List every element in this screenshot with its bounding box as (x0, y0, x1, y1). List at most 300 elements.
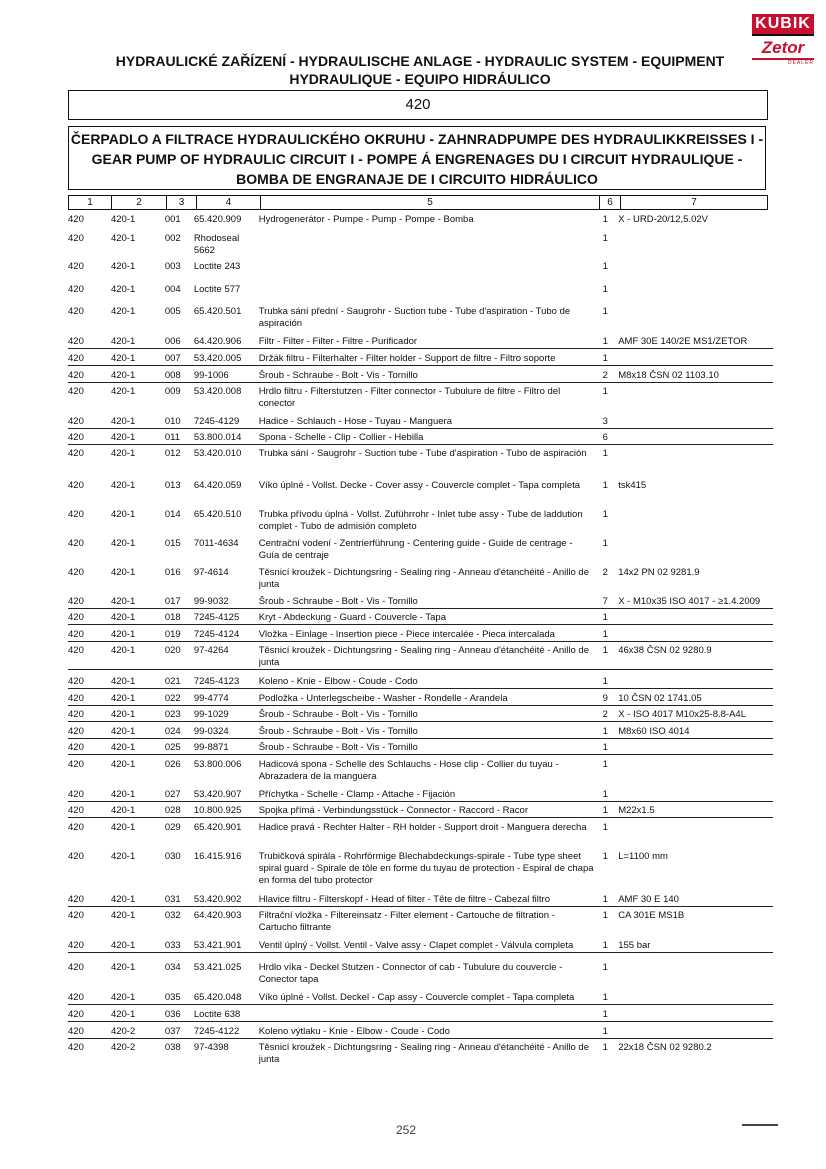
cell-c1: 420 (68, 1009, 84, 1020)
cell-c1: 420 (68, 306, 84, 317)
table-row (68, 416, 773, 429)
cell-c5: Těsnicí kroužek - Dichtungsring - Sealing ring - Anneau d'étanchéité - Anillo de junta (258, 1042, 589, 1065)
cell-c1: 420 (68, 910, 84, 921)
cell-c3: 002 (164, 233, 181, 244)
cell-c5 (259, 261, 596, 273)
cell-c5: Šroub - Schraube - Bolt - Vis - Tornillo (258, 726, 418, 737)
cell-c7 (615, 742, 773, 754)
cell-c3: 015 (164, 538, 181, 549)
cell-c7 (615, 538, 773, 562)
cell-c7: L=1100 mm (618, 851, 668, 862)
cell-c3: 001 (164, 214, 181, 225)
cell-c5: Šroub - Schraube - Bolt - Vis - Tornillo (258, 596, 418, 607)
table-row (68, 805, 773, 818)
cell-c2: 420-1 (110, 910, 136, 921)
cell-c5: Trubka přívodu úplná - Vollst. Zuführrohr - Inlet tube assy - Tube de laddution complet - Tubo de admisión completo (258, 509, 583, 532)
cell-c7 (615, 1026, 773, 1038)
cell-c1: 420 (68, 726, 84, 737)
cell-c1: 420 (68, 805, 84, 816)
cell-c3: 014 (164, 509, 181, 520)
cell-c6: 1 (602, 1042, 608, 1053)
table-row (68, 676, 773, 689)
cell-c6: 6 (602, 432, 608, 443)
cell-c1: 420 (68, 962, 84, 973)
cell-c3: 019 (164, 629, 181, 640)
cell-c2: 420-1 (110, 612, 136, 623)
cell-c1: 420 (68, 629, 84, 640)
cell-c6: 1 (602, 629, 608, 640)
cell-c4: 7245-4123 (193, 676, 240, 687)
table-row (68, 386, 773, 410)
cell-c2: 420-1 (110, 759, 136, 770)
cell-c4: 97-4398 (193, 1042, 229, 1053)
cell-c3: 033 (164, 940, 181, 951)
cell-c5: Šroub - Schraube - Bolt - Vis - Tornillo (258, 370, 418, 381)
cell-c4: 99-4774 (193, 693, 229, 704)
cell-c4: 53.420.902 (193, 894, 242, 905)
cell-c2: 420-1 (110, 851, 136, 862)
cell-c2: 420-1 (110, 538, 136, 549)
cell-c1: 420 (68, 851, 84, 862)
cell-c7: M8x60 ISO 4014 (618, 726, 690, 737)
cell-c6: 1 (602, 1026, 608, 1037)
cell-c5: Hydrogenerátor - Pumpe - Pump - Pompe - Bomba (258, 214, 474, 225)
cell-c2: 420-1 (110, 233, 136, 244)
cell-c7 (615, 676, 773, 688)
cell-c6: 1 (602, 214, 608, 225)
col-header-1: 1 (69, 196, 112, 209)
cell-c5: Vložka - Einlage - Insertion piece - Piece intercalée - Pieca intercalada (258, 629, 555, 640)
cell-c1: 420 (68, 894, 84, 905)
col-header-6: 6 (600, 196, 621, 209)
cell-c3: 023 (164, 709, 181, 720)
cell-c2: 420-1 (110, 742, 136, 753)
cell-c2: 420-1 (110, 940, 136, 951)
cell-c7 (615, 612, 773, 624)
cell-c4: 53.420.005 (193, 353, 242, 364)
cell-c5: Víko úplné - Vollst. Decke - Cover assy - Couvercle complet - Tapa completa (258, 480, 581, 491)
cell-c6: 1 (602, 962, 608, 973)
cell-c7 (615, 353, 773, 365)
cell-c4: 53.421.901 (193, 940, 242, 951)
table-row (68, 567, 773, 591)
cell-c2: 420-1 (110, 336, 136, 347)
cell-c4: 16.415.916 (193, 851, 242, 862)
cell-c7 (615, 284, 773, 296)
cell-c6: 1 (602, 480, 608, 491)
cell-c7 (615, 992, 773, 1004)
cell-c1: 420 (68, 992, 84, 1003)
cell-c3: 007 (164, 353, 181, 364)
cell-c3: 013 (164, 480, 181, 491)
cell-c5: Trubičková spirála - Rohrförmige Blechabdeckungs-spirale - Tube type sheet spiral guard - Spirale de tôle en forme du tuyau de protection - Espiral de chapa en forma del tubo protector (258, 851, 594, 886)
cell-c2: 420-1 (110, 284, 136, 295)
cell-c6: 1 (602, 509, 608, 520)
table-row (68, 992, 773, 1005)
cell-c7 (615, 432, 773, 444)
cell-c2: 420-2 (110, 1042, 136, 1053)
cell-c6: 1 (602, 726, 608, 737)
cell-c1: 420 (68, 538, 84, 549)
cell-c2: 420-1 (110, 416, 136, 427)
table-row (68, 233, 773, 257)
table-row (68, 851, 773, 887)
cell-c3: 004 (164, 284, 181, 295)
cell-c7 (615, 306, 773, 330)
cell-c5: Hadicová spona - Schelle des Schlauchs - Hose clip - Collier du tuyau - Abrazadera de la manguera (258, 759, 559, 782)
cell-c1: 420 (68, 432, 84, 443)
cell-c1: 420 (68, 645, 84, 656)
cell-c5: Víko úplné - Vollst. Deckel - Cap assy - Couvercle complet - Tapa completa (258, 992, 575, 1003)
cell-c6: 1 (602, 284, 608, 295)
cell-c2: 420-1 (110, 693, 136, 704)
cell-c7: X - M10x35 ISO 4017 - ≥1.4.2009 (618, 596, 761, 607)
cell-c4: 53.420.907 (193, 789, 242, 800)
cell-c2: 420-1 (110, 789, 136, 800)
cell-c7 (615, 822, 773, 834)
cell-c3: 034 (164, 962, 181, 973)
cell-c3: 031 (164, 894, 181, 905)
cell-c2: 420-1 (110, 822, 136, 833)
cell-c3: 027 (164, 789, 181, 800)
cell-c4: 53.800.014 (193, 432, 242, 443)
cell-c4: 65.420.048 (193, 992, 242, 1003)
cell-c3: 018 (164, 612, 181, 623)
section-line-3: BOMBA DE ENGRANAJE DE I CIRCUITO HIDRÁULICO (236, 171, 598, 187)
logo-zetor-text: Zetor (752, 38, 814, 60)
footer-stamp (742, 1124, 778, 1134)
cell-c5: Filtr - Filter - Filter - Filtre - Purificador (258, 336, 418, 347)
cell-c6: 1 (602, 742, 608, 753)
cell-c5: Spona - Schelle - Clip - Collier - Hebilla (258, 432, 424, 443)
cell-c4: 7245-4125 (193, 612, 240, 623)
cell-c3: 009 (164, 386, 181, 397)
cell-c4: 65.420.501 (193, 306, 242, 317)
cell-c6: 3 (602, 416, 608, 427)
cell-c4: Loctite 577 (193, 284, 241, 295)
table-row (68, 709, 773, 722)
cell-c5: Centrační vodení - Zentrierführung - Centering guide - Guide de centrage - Guía de centraje (258, 538, 573, 561)
cell-c5: Ventil úplný - Vollst. Ventil - Valve assy - Clapet complet - Válvula completa (258, 940, 574, 951)
cell-c2: 420-1 (110, 596, 136, 607)
table-row (68, 962, 773, 986)
cell-c6: 2 (602, 567, 608, 578)
cell-c4: 53.420.010 (193, 448, 242, 459)
cell-c3: 022 (164, 693, 181, 704)
cell-c5: Těsnicí kroužek - Dichtungsring - Sealing ring - Anneau d'étanchéité - Anillo de junta (258, 645, 589, 668)
col-header-7: 7 (691, 197, 697, 208)
cell-c5: Trubka sání - Saugrohr - Suction tube - Tube d'aspiration - Tubo de aspiración (258, 448, 587, 459)
table-row (68, 336, 773, 349)
cell-c2: 420-1 (110, 370, 136, 381)
table-row (68, 629, 773, 642)
cell-c7: AMF 30 E 140 (618, 894, 679, 905)
cell-c1: 420 (68, 480, 84, 491)
cell-c1: 420 (68, 233, 84, 244)
cell-c5 (259, 233, 596, 257)
table-row (68, 284, 773, 296)
cell-c7 (615, 1009, 773, 1021)
cell-c4: 53.420.008 (193, 386, 242, 397)
cell-c7: 22x18 ČSN 02 9280.2 (618, 1042, 712, 1053)
cell-c3: 020 (164, 645, 181, 656)
cell-c6: 2 (602, 709, 608, 720)
cell-c1: 420 (68, 1042, 84, 1053)
cell-c1: 420 (68, 284, 84, 295)
cell-c2: 420-1 (110, 645, 136, 656)
cell-c3: 021 (164, 676, 181, 687)
cell-c6: 1 (602, 386, 608, 397)
cell-c6: 7 (602, 596, 608, 607)
cell-c7 (615, 448, 773, 460)
cell-c5: Hlavice filtru - Filterskopf - Head of filter - Tête de filtre - Cabezal filtro (258, 894, 550, 905)
cell-c1: 420 (68, 693, 84, 704)
cell-c6: 2 (602, 370, 608, 381)
cell-c2: 420-2 (110, 1026, 136, 1037)
table-row (68, 789, 773, 802)
cell-c4: 10.800.925 (193, 805, 242, 816)
title-line-1: HYDRAULICKÉ ZAŘÍZENÍ - HYDRAULISCHE ANLAGE - HYDRAULIC SYSTEM - EQUIPMENT (115, 53, 725, 69)
cell-c6: 1 (602, 448, 608, 459)
cell-c7 (615, 789, 773, 801)
cell-c6: 1 (602, 1009, 608, 1020)
cell-c4: 53.421.025 (193, 962, 242, 973)
cell-c2: 420-1 (110, 448, 136, 459)
cell-c4: 7245-4124 (193, 629, 240, 640)
cell-c2: 420-1 (110, 629, 136, 640)
cell-c3: 006 (164, 336, 181, 347)
cell-c6: 1 (602, 336, 608, 347)
table-row (68, 214, 773, 226)
cell-c2: 420-1 (110, 992, 136, 1003)
table-row (68, 480, 773, 492)
table-row (68, 726, 773, 739)
table-row (68, 693, 773, 706)
cell-c1: 420 (68, 353, 84, 364)
cell-c4: 7245-4122 (193, 1026, 240, 1037)
cell-c4: 65.420.510 (193, 509, 242, 520)
cell-c5 (259, 1009, 596, 1021)
cell-c3: 032 (164, 910, 181, 921)
cell-c6: 1 (602, 789, 608, 800)
table-row (68, 306, 773, 330)
cell-c3: 003 (164, 261, 181, 272)
cell-c1: 420 (68, 567, 84, 578)
table-row (68, 261, 773, 273)
cell-c2: 420-1 (110, 386, 136, 397)
cell-c1: 420 (68, 709, 84, 720)
cell-c3: 012 (164, 448, 181, 459)
cell-c1: 420 (68, 822, 84, 833)
cell-c1: 420 (68, 940, 84, 951)
table-row (68, 370, 773, 383)
cell-c4: 53.800.006 (193, 759, 242, 770)
cell-c1: 420 (68, 1026, 84, 1037)
cell-c5: Hrdlo víka - Deckel Stutzen - Connector of cab - Tubulure du couvercle - Conector tapa (258, 962, 563, 985)
cell-c5: Hadice pravá - Rechter Halter - RH holder - Support droit - Manguera derecha (258, 822, 587, 833)
cell-c6: 1 (602, 306, 608, 317)
cell-c3: 038 (164, 1042, 181, 1053)
section-description (68, 126, 766, 190)
cell-c4: 65.420.909 (193, 214, 242, 225)
cell-c1: 420 (68, 386, 84, 397)
cell-c3: 024 (164, 726, 181, 737)
cell-c1: 420 (68, 370, 84, 381)
title-line-2: HYDRAULIQUE - EQUIPO HIDRÁULICO (289, 71, 551, 87)
cell-c7 (615, 759, 773, 783)
table-row (68, 645, 773, 670)
cell-c4: 97-4264 (193, 645, 229, 656)
table-row (68, 612, 773, 625)
cell-c6: 1 (602, 645, 608, 656)
cell-c1: 420 (68, 789, 84, 800)
cell-c7 (615, 416, 773, 428)
table-row (68, 894, 773, 907)
cell-c6: 1 (602, 851, 608, 862)
cell-c3: 035 (164, 992, 181, 1003)
table-row (68, 1009, 773, 1022)
col-header-2: 2 (112, 196, 167, 209)
cell-c4: 97-4614 (193, 567, 229, 578)
cell-c5: Kryt - Abdeckung - Guard - Couvercle - Tapa (258, 612, 446, 623)
cell-c2: 420-1 (110, 805, 136, 816)
cell-c4: Rhodoseal 5662 (193, 233, 240, 256)
col-header-4: 4 (197, 196, 261, 209)
cell-c7: 155 bar (618, 940, 651, 951)
cell-c7 (615, 386, 773, 410)
cell-c2: 420-1 (110, 709, 136, 720)
cell-c2: 420-1 (110, 726, 136, 737)
table-row (68, 353, 773, 366)
section-line-1: ČERPADLO A FILTRACE HYDRAULICKÉHO OKRUHU - ZAHNRADPUMPE DES HYDRAULIKKREISSES I - (70, 131, 764, 147)
table-row (68, 759, 773, 783)
cell-c2: 420-1 (110, 1009, 136, 1020)
table-row (68, 910, 773, 934)
cell-c2: 420-1 (110, 509, 136, 520)
cell-c7: X - ISO 4017 M10x25-8.8-A4L (618, 709, 746, 720)
table-row (68, 1042, 773, 1066)
table-header (68, 195, 768, 210)
cell-c3: 005 (164, 306, 181, 317)
cell-c1: 420 (68, 416, 84, 427)
cell-c1: 420 (68, 596, 84, 607)
cell-c7 (615, 629, 773, 641)
cell-c6: 1 (602, 261, 608, 272)
cell-c3: 010 (164, 416, 181, 427)
cell-c6: 1 (602, 894, 608, 905)
cell-c1: 420 (68, 676, 84, 687)
cell-c3: 008 (164, 370, 181, 381)
cell-c7 (615, 233, 773, 257)
cell-c7: 14x2 PN 02 9281.9 (618, 567, 700, 578)
cell-c5: Koleno - Knie - Elbow - Coude - Codo (258, 676, 418, 687)
cell-c7 (615, 509, 773, 533)
cell-c2: 420-1 (110, 432, 136, 443)
cell-c4: Loctite 638 (193, 1009, 241, 1020)
cell-c3: 037 (164, 1026, 181, 1037)
cell-c1: 420 (68, 448, 84, 459)
cell-c4: 99-1029 (193, 709, 229, 720)
cell-c1: 420 (68, 336, 84, 347)
cell-c5 (259, 284, 596, 296)
group-number: 420 (68, 90, 768, 120)
cell-c6: 1 (602, 759, 608, 770)
cell-c5: Podložka - Unterlegscheibe - Washer - Rondelle - Arandela (258, 693, 508, 704)
cell-c5: Hrdlo filtru - Filterstutzen - Filter connector - Tubulure de filtre - Filtro del conector (258, 386, 561, 409)
cell-c5: Spojka přímá - Verbindungsstück - Connector - Raccord - Racor (258, 805, 528, 816)
cell-c7: 46x38 ČSN 02 9280.9 (618, 645, 712, 656)
cell-c6: 1 (602, 612, 608, 623)
cell-c7: AMF 30E 140/2E MS1/ZETOR (618, 336, 748, 347)
col-header-5: 5 (261, 196, 600, 209)
table-row (68, 596, 773, 609)
cell-c5: Filtrační vložka - Filtereinsatz - Filter element - Cartouche de filtration - Cartucho filtrante (258, 910, 555, 933)
cell-c4: 64.420.906 (193, 336, 242, 347)
cell-c5: Šroub - Schraube - Bolt - Vis - Tornillo (258, 709, 418, 720)
cell-c7 (615, 261, 773, 273)
cell-c4: 64.420.903 (193, 910, 242, 921)
cell-c2: 420-1 (110, 214, 136, 225)
cell-c4: 64.420.059 (193, 480, 242, 491)
cell-c3: 036 (164, 1009, 181, 1020)
table-row (68, 822, 773, 834)
cell-c7: CA 301E MS1B (618, 910, 685, 921)
cell-c3: 028 (164, 805, 181, 816)
cell-c2: 420-1 (110, 676, 136, 687)
cell-c4: 65.420.901 (193, 822, 242, 833)
cell-c4: 7245-4129 (193, 416, 240, 427)
cell-c5: Držák filtru - Filterhalter - Filter holder - Support de filtre - Filtro soporte (258, 353, 556, 364)
cell-c3: 025 (164, 742, 181, 753)
page-number: 252 (396, 1123, 417, 1137)
table-row (68, 538, 773, 562)
col-header-3: 3 (167, 196, 197, 209)
cell-c4: 7011-4634 (193, 538, 239, 549)
cell-c7 (615, 962, 773, 986)
cell-c5: Trubka sání přední - Saugrohr - Suction tube - Tube d'aspiration - Tubo de aspiración (258, 306, 571, 329)
cell-c5: Koleno výtlaku - Knie - Elbow - Coude - Codo (258, 1026, 450, 1037)
page-title (60, 52, 780, 88)
cell-c6: 1 (602, 538, 608, 549)
cell-c1: 420 (68, 261, 84, 272)
cell-c3: 011 (164, 432, 181, 443)
cell-c5: Šroub - Schraube - Bolt - Vis - Tornillo (258, 742, 418, 753)
logo-dealer-text: DEALER (787, 60, 814, 66)
section-line-2: GEAR PUMP OF HYDRAULIC CIRCUIT I - POMPE Á ENGRENAGES DU I CIRCUIT HYDRAULIQUE - (91, 151, 743, 167)
cell-c4: 99-1006 (193, 370, 229, 381)
table-row (68, 742, 773, 755)
cell-c7: 10 ČSN 02 1741.05 (618, 693, 702, 704)
cell-c5: Příchytka - Schelle - Clamp - Attache - Fijación (258, 789, 456, 800)
cell-c1: 420 (68, 759, 84, 770)
cell-c2: 420-1 (110, 261, 136, 272)
cell-c1: 420 (68, 612, 84, 623)
cell-c2: 420-1 (110, 480, 136, 491)
cell-c3: 017 (164, 596, 181, 607)
cell-c1: 420 (68, 509, 84, 520)
cell-c6: 1 (602, 353, 608, 364)
cell-c2: 420-1 (110, 306, 136, 317)
cell-c4: 99-0324 (193, 726, 229, 737)
cell-c3: 029 (164, 822, 181, 833)
cell-c1: 420 (68, 742, 84, 753)
table-row (68, 940, 773, 953)
cell-c7: M22x1.5 (618, 805, 655, 816)
cell-c2: 420-1 (110, 353, 136, 364)
cell-c6: 1 (602, 676, 608, 687)
table-row (68, 1026, 773, 1039)
cell-c7: tsk415 (618, 480, 647, 491)
